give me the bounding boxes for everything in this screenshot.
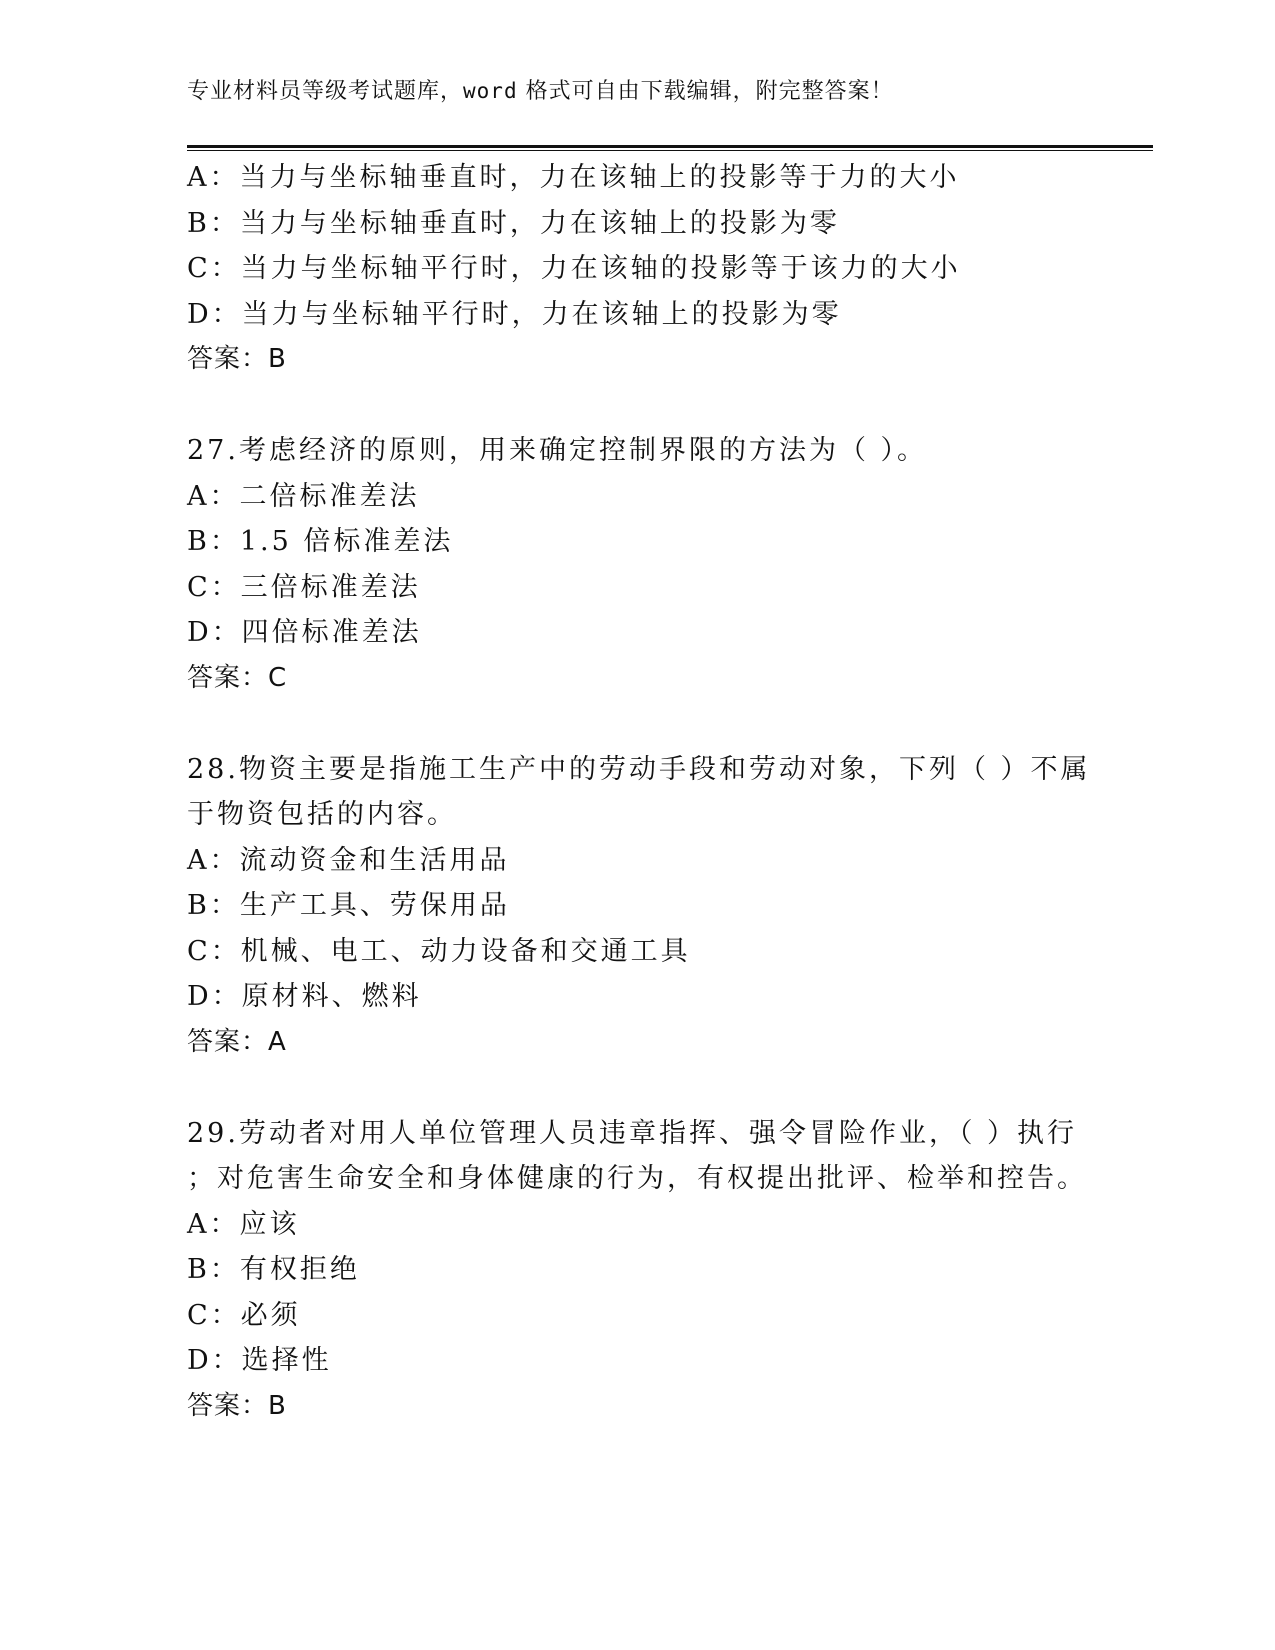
option-d: D：当力与坐标轴平行时，力在该轴上的投影为零 (187, 298, 842, 330)
question-block (187, 1111, 1087, 1430)
option-d: D：四倍标准差法 (187, 617, 422, 648)
option-d: D：原材料、燃料 (187, 981, 422, 1012)
header-rule-thick (187, 145, 1153, 148)
option-a: A：当力与坐标轴垂直时，力在该轴上的投影等于力的大小 (187, 162, 960, 193)
page-header (187, 74, 894, 105)
block-spacer (187, 1065, 1067, 1111)
answer-line: 答案：B (187, 344, 287, 374)
block-spacer (187, 701, 1067, 747)
header-text-word: word (463, 79, 518, 103)
option-c: C：当力与坐标轴平行时，力在该轴的投影等于该力的大小 (187, 253, 961, 284)
question-text: 27.考虑经济的原则，用来确定控制界限的方法为（ ）。 (187, 435, 928, 466)
question-text: 29.劳动者对用人单位管理人员违章指挥、强令冒险作业，（ ）执行 (187, 1117, 1078, 1149)
option-b: B：当力与坐标轴垂直时，力在该轴上的投影为零 (187, 207, 840, 239)
answer-line: 答案：A (187, 1026, 287, 1057)
option-a: A：二倍标准差法 (187, 480, 420, 512)
option-b: B：生产工具、劳保用品 (187, 890, 510, 921)
header-rule-thin (187, 150, 1153, 151)
header-text-start: 专业材料员等级考试题库， (187, 79, 464, 104)
block-spacer (187, 383, 1067, 429)
option-a: A：应该 (187, 1208, 300, 1240)
question-block (187, 155, 1067, 383)
header-text-end: 格式可自由下载编辑，附完整答案！ (517, 79, 894, 104)
question-block (187, 428, 1067, 701)
option-c: C：必须 (187, 1299, 301, 1331)
option-b: B：有权拒绝 (187, 1254, 360, 1285)
option-b: B：1.5 倍标准差法 (187, 526, 454, 557)
question-list (187, 155, 1091, 1429)
question-text: 28.物资主要是指施工生产中的劳动手段和劳动对象，下列（ ）不属 (187, 753, 1091, 785)
answer-line: 答案：C (187, 662, 288, 693)
option-d: D：选择性 (187, 1345, 332, 1376)
answer-line: 答案：B (187, 1390, 287, 1421)
option-c: C：机械、电工、动力设备和交通工具 (187, 935, 691, 967)
question-block (187, 747, 1091, 1066)
question-text-continued: 于物资包括的内容。 (187, 799, 457, 830)
option-a: A：流动资金和生活用品 (187, 844, 510, 876)
option-c: C：三倍标准差法 (187, 571, 421, 603)
question-text-continued: ；对危害生命安全和身体健康的行为，有权提出批评、检举和控告。 (187, 1163, 1087, 1194)
